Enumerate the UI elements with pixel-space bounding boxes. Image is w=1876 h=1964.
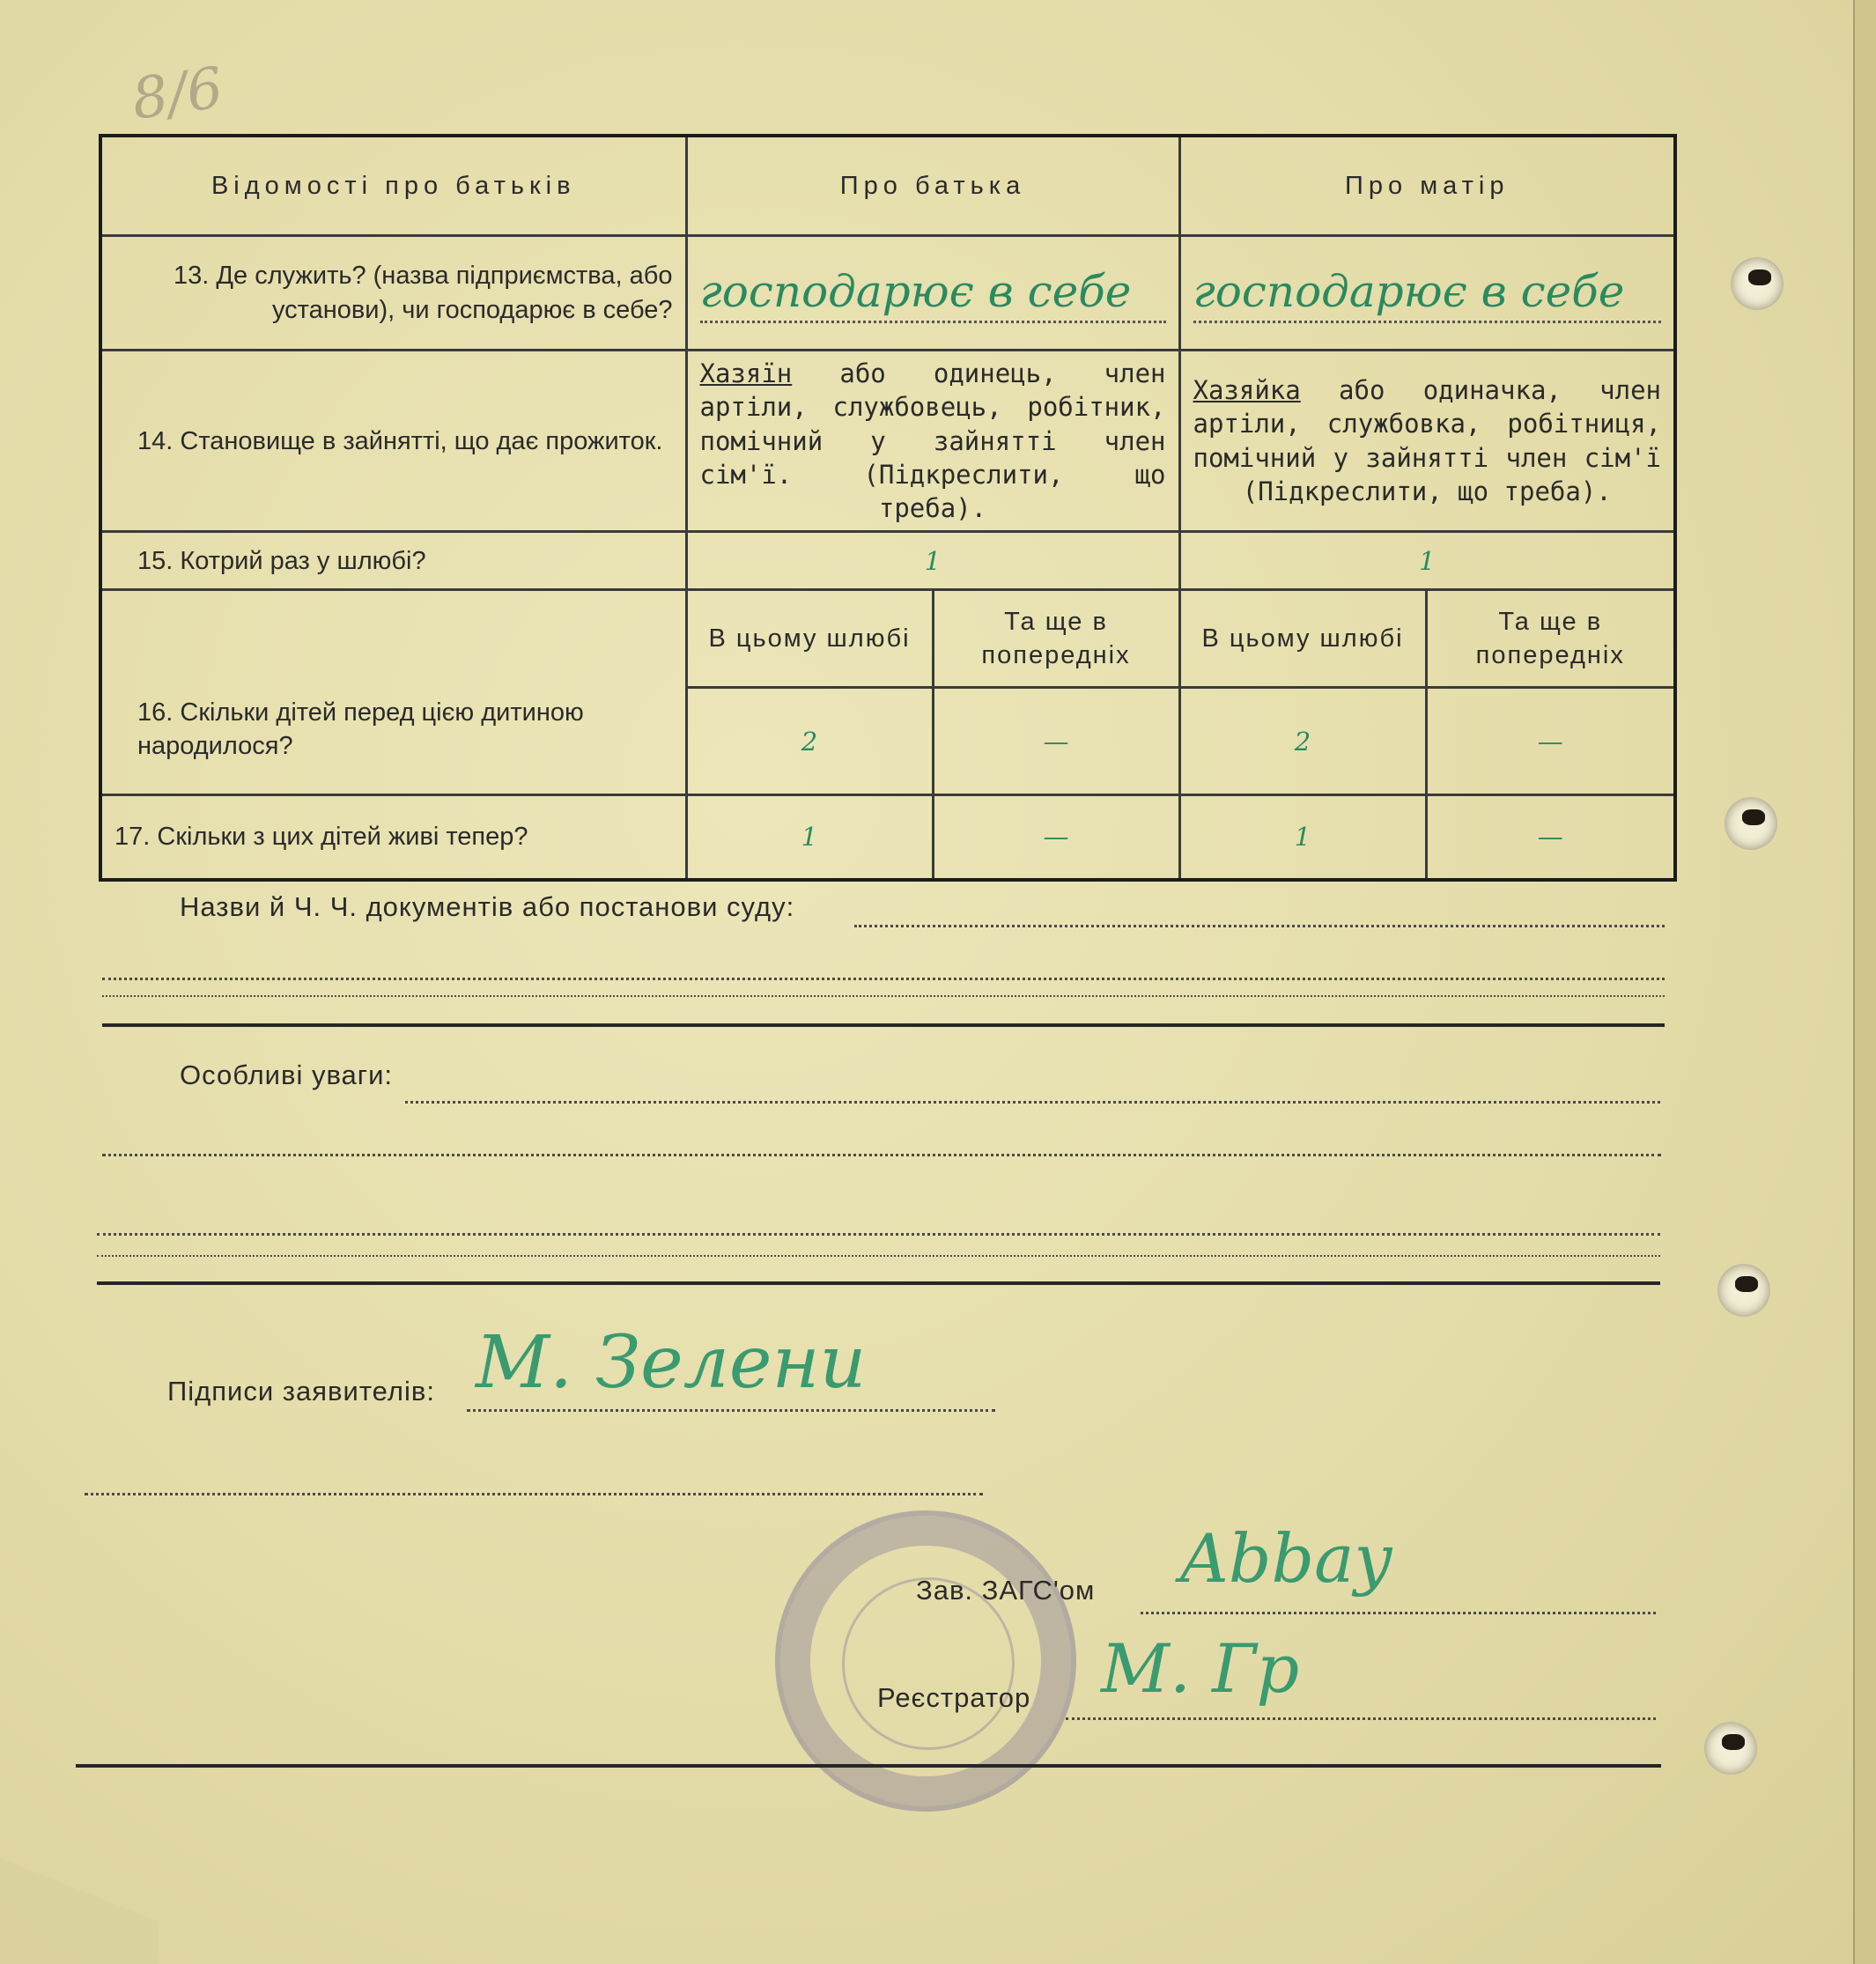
parents-info-table <box>99 134 1677 882</box>
table-row-14 <box>100 351 1675 532</box>
father-workplace-cell <box>686 236 1179 351</box>
question-16: 16. Скільки дітей перед цією дитиною народилося? <box>100 590 686 795</box>
bottom-divider <box>76 1764 1661 1768</box>
father-children-alive-this: 1 <box>686 795 933 880</box>
signature-line <box>85 1493 983 1495</box>
father-occupation-text: або одинець, член артіли, службовець, робітник, помічний у зайнятті член сім'ї. (Підкреслити, що треба). <box>699 358 1166 524</box>
signatures-label: Підписи заявителів: <box>167 1376 435 1407</box>
signature-line <box>467 1409 995 1412</box>
father-workplace-answer: господарює в себе <box>700 262 1166 323</box>
subheader-mother-previous: Та ще в попередніх <box>1426 590 1675 688</box>
documents-line <box>854 925 1665 927</box>
question-15: 15. Котрий раз у шлюбі? <box>100 532 686 590</box>
punch-hole <box>1704 1722 1757 1775</box>
notes-line <box>405 1101 1660 1104</box>
documents-line <box>102 995 1665 997</box>
header-father: Про батька <box>686 136 1179 236</box>
father-marriage-count: 1 <box>686 532 1179 590</box>
section-divider <box>102 1023 1665 1027</box>
header-mother: Про матір <box>1179 136 1675 236</box>
father-children-born-this: 2 <box>686 688 933 795</box>
mother-children-alive-prev: — <box>1426 795 1675 880</box>
page-number-mark: 8/6 <box>128 55 227 133</box>
folded-corner <box>0 1858 159 1964</box>
mother-occupation-options <box>1179 351 1675 532</box>
registrar-label: Реєстратор <box>877 1682 1031 1713</box>
punch-hole <box>1717 1264 1770 1317</box>
documents-label: Назви й Ч. Ч. документів або постанови суду: <box>180 891 795 922</box>
punch-hole <box>1725 797 1777 850</box>
punch-hole <box>1731 257 1784 310</box>
question-14: 14. Становище в зайнятті, що дає прожиток. <box>100 351 686 532</box>
header-parents-info: Відомості про батьків <box>100 136 686 236</box>
mother-workplace-cell <box>1179 236 1675 351</box>
table-header-row <box>100 136 1675 236</box>
subheader-father-previous: Та ще в попередніх <box>933 590 1179 688</box>
notes-label: Особливі уваги: <box>180 1060 394 1090</box>
father-occupation-options <box>686 351 1179 532</box>
applicant-signature: М. Зелени <box>476 1321 867 1405</box>
registrar-signature-line <box>1066 1717 1656 1720</box>
section-divider <box>97 1281 1660 1285</box>
mother-occupation-selected: Хазяйка <box>1193 375 1301 406</box>
zags-head-label: Зав. ЗАГС'ом <box>916 1575 1096 1606</box>
notes-line <box>97 1233 1660 1236</box>
notes-line <box>102 1154 1661 1156</box>
documents-line <box>102 978 1665 980</box>
subheader-father-this-marriage: В цьому шлюбі <box>686 590 933 688</box>
father-children-born-prev: — <box>933 688 1179 795</box>
registrar-signature: М. Гр <box>1101 1629 1300 1708</box>
zags-signature-line <box>1141 1612 1656 1614</box>
subheader-mother-this-marriage: В цьому шлюбі <box>1179 590 1426 688</box>
zags-head-signature: Abbay <box>1180 1519 1392 1598</box>
question-17: 17. Скільки з цих дітей живі тепер? <box>100 795 686 880</box>
table-row-13 <box>100 236 1675 351</box>
table-subheader-row <box>100 590 1675 688</box>
father-children-alive-prev: — <box>933 795 1179 880</box>
mother-children-born-prev: — <box>1426 688 1675 795</box>
mother-occupation-text: або одиначка, член артіли, службовка, робітниця, помічний у зайнятті член сім'ї (Підкреслити, що треба). <box>1193 375 1662 506</box>
table-row-17 <box>100 795 1675 880</box>
question-13: 13. Де служить? (назва підприємства, або установи), чи господарює в себе? <box>100 236 686 351</box>
mother-children-alive-this: 1 <box>1179 795 1426 880</box>
table-row-15 <box>100 532 1675 590</box>
notes-line <box>97 1255 1660 1257</box>
father-occupation-selected: Хазяїн <box>699 358 793 388</box>
mother-children-born-this: 2 <box>1179 688 1426 795</box>
paper-edge <box>1853 0 1876 1964</box>
mother-marriage-count: 1 <box>1179 532 1675 590</box>
mother-workplace-answer: господарює в себе <box>1193 262 1662 323</box>
